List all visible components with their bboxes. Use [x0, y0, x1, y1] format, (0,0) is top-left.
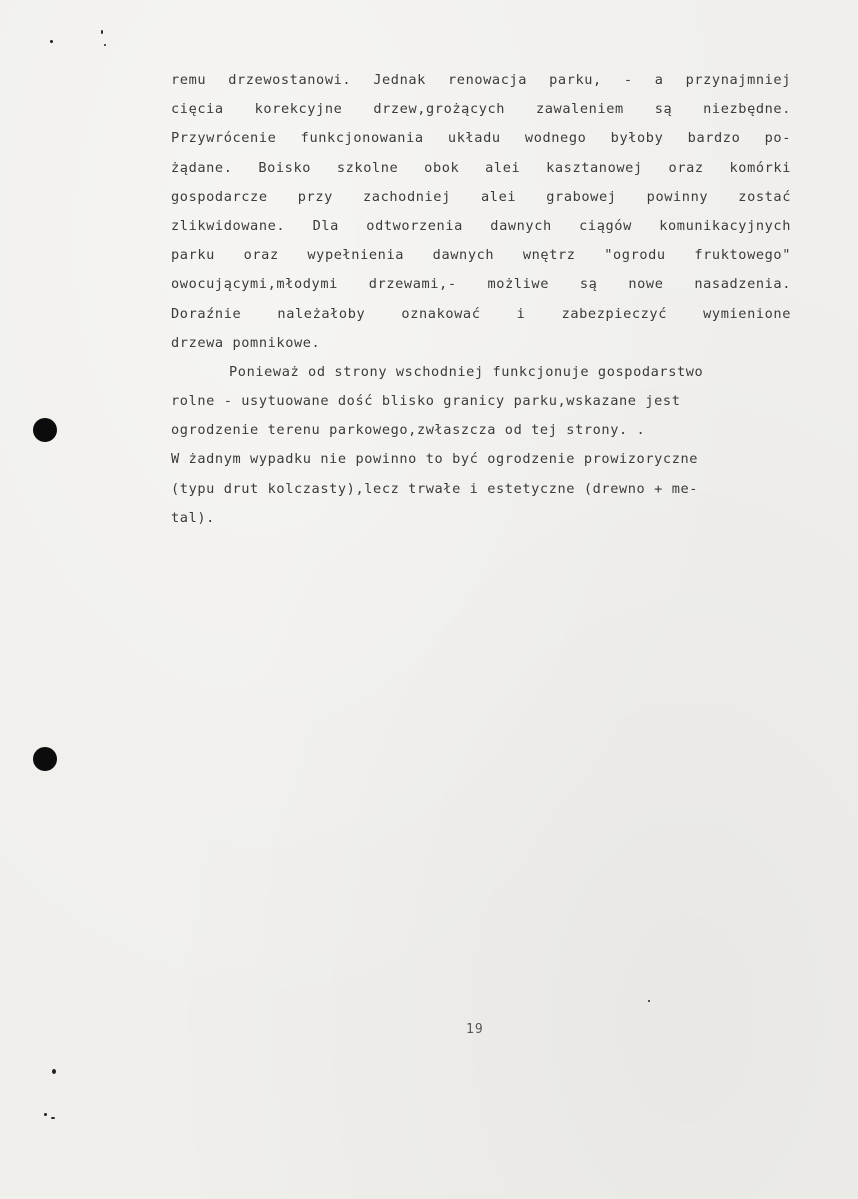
scan-speck: [50, 40, 53, 43]
text-line: Doraźnie należałoby oznakować i zabezpieczyć wymienione: [171, 305, 791, 322]
document-body: [171, 66, 791, 533]
text-line: żądane. Boisko szkolne obok alei kasztanowej oraz komórki: [171, 159, 791, 176]
text-line: W żadnym wypadku nie powinno to być ogrodzenie prowizoryczne: [171, 451, 699, 468]
text-line: parku oraz wypełnienia dawnych wnętrz "ogrodu fruktowego": [171, 247, 791, 264]
text-line: gospodarcze przy zachodniej alei grabowej powinny zostać: [171, 188, 791, 205]
text-line: rolne - usytuowane dość blisko granicy parku,wskazane jest: [171, 393, 681, 410]
text-line: Ponieważ od strony wschodniej funkcjonuje gospodarstwo: [229, 363, 704, 380]
page-number: 19: [466, 1022, 484, 1037]
text-line: remu drzewostanowi. Jednak renowacja parku, - a przynajmniej: [171, 72, 791, 88]
text-line: (typu drut kolczasty),lecz trwałe i estetyczne (drewno + me-: [171, 480, 699, 497]
text-line: ogrodzenie terenu parkowego,zwłaszcza od tej strony. .: [171, 422, 646, 439]
punch-hole-bottom: [33, 747, 57, 771]
scan-speck: [52, 1069, 56, 1074]
text-line: owocującymi,młodymi drzewami,- możliwe są nowe nasadzenia.: [171, 276, 791, 293]
scan-speck: [104, 44, 106, 46]
text-line: tal).: [171, 509, 215, 526]
punch-hole-top: [33, 418, 57, 442]
scan-speck: [44, 1113, 47, 1116]
scan-speck: [648, 1000, 650, 1002]
scan-speck: [101, 30, 103, 34]
text-line: Przywrócenie funkcjonowania układu wodnego byłoby bardzo po-: [171, 130, 791, 147]
text-line: cięcia korekcyjne drzew,grożących zawaleniem są niezbędne.: [171, 101, 791, 118]
scan-speck: [51, 1117, 55, 1119]
text-line: zlikwidowane. Dla odtworzenia dawnych ciągów komunikacyjnych: [171, 217, 791, 234]
text-line: drzewa pomnikowe.: [171, 334, 321, 351]
